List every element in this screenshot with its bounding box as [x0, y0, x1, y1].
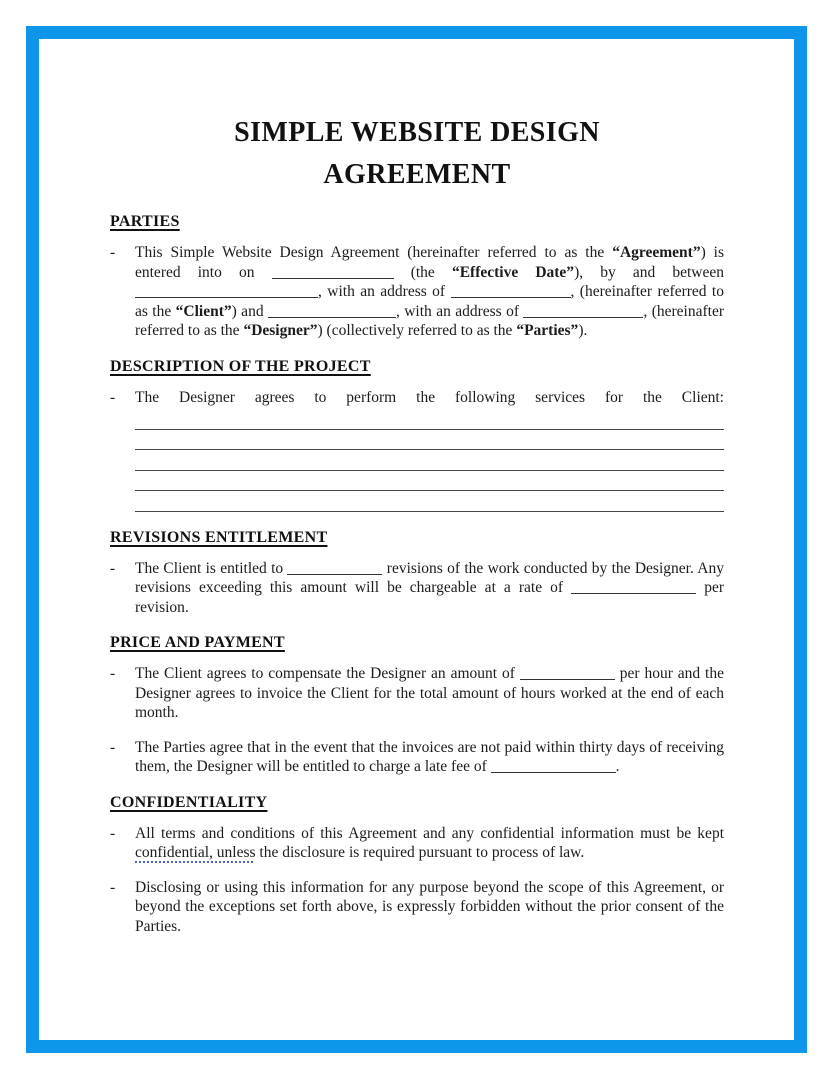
write-in-line: [135, 450, 724, 471]
paragraph-text: [135, 243, 724, 341]
bold-term: “Agreement”: [612, 244, 701, 261]
write-in-line: [135, 430, 724, 451]
bullet-item: [110, 738, 724, 777]
section-heading: CONFIDENTIALITY: [110, 793, 268, 811]
blank-field: [287, 573, 382, 575]
blank-field: [268, 316, 396, 318]
paragraph-text: [135, 824, 724, 863]
document-title: [110, 112, 724, 196]
bold-term: “Parties”: [516, 322, 579, 339]
text-run: revisions of the work conducted by the Designer. Any revisions exceeding this amount will be chargeable at a rate of: [135, 559, 724, 596]
bullet-item: [110, 664, 724, 723]
section-heading: PRICE AND PAYMENT: [110, 634, 285, 651]
text-run: ) (collectively referred to as the: [317, 322, 517, 339]
bold-term: “Client”: [175, 302, 232, 320]
document-sections: [110, 212, 724, 936]
paragraph-text: [135, 878, 724, 937]
paragraph-text: [135, 664, 724, 723]
text-run: per revision.: [135, 579, 724, 616]
text-run: , (hereinafter referred to as the: [135, 283, 724, 320]
text-run: The Parties agree that in the event that the invoices are not paid within thirty days of receiving them, the Designer will be entitled to charge a late fee of: [135, 738, 724, 775]
bullet-marker: -: [110, 824, 116, 842]
blank-field: [491, 771, 616, 773]
text-run: ), by and between: [574, 263, 724, 281]
paragraph-text: [135, 738, 724, 777]
text-run: (the: [393, 263, 452, 281]
blank-field: [135, 296, 318, 298]
bullet-marker: -: [110, 388, 116, 406]
paragraph-text: [135, 388, 724, 512]
blank-field: [272, 277, 394, 279]
text-run: .: [615, 758, 620, 775]
title-line-1: SIMPLE WEBSITE DESIGN: [234, 117, 600, 148]
section-heading: PARTIES: [110, 213, 180, 230]
bullet-marker: -: [110, 665, 116, 682]
text-run: ).: [578, 322, 588, 339]
text-run: All terms and conditions of this Agreement and any confidential information must be kept: [135, 824, 724, 842]
bullet-item: [110, 388, 724, 512]
bullet-item: [110, 559, 724, 618]
bullet-marker: -: [110, 878, 116, 896]
bullet-marker: -: [110, 244, 116, 261]
write-in-lines: [135, 409, 724, 512]
text-run: The Client is entitled to: [135, 559, 288, 577]
text-run: the disclosure is required pursuant to process of law.: [255, 844, 585, 861]
bullet-marker: -: [110, 559, 116, 577]
bold-term: “Designer”: [243, 322, 318, 339]
blank-field: [571, 592, 696, 594]
text-run: , with an address of: [395, 302, 524, 320]
document-content: [110, 39, 724, 951]
text-run: ) is entered into on: [135, 244, 725, 281]
text-run: The Designer agrees to perform the following services for the Client:: [135, 388, 724, 406]
title-line-2: AGREEMENT: [323, 159, 511, 190]
write-in-line: [135, 471, 724, 492]
blank-field: [523, 316, 643, 318]
spellcheck-flagged-text: confidential, unless: [135, 844, 256, 861]
section-heading: DESCRIPTION OF THE PROJECT: [110, 357, 371, 375]
bullet-marker: -: [110, 738, 116, 756]
bullet-item: [110, 243, 724, 341]
text-run: , (hereinafter referred to as the: [135, 302, 724, 339]
text-run: , with an address of: [318, 283, 451, 300]
paragraph-text: [135, 559, 724, 618]
text-run: per hour and the Designer agrees to invoice the Client for the total amount of hours worked at the end of each month.: [135, 665, 724, 721]
text-run: The Client agrees to compensate the Designer an amount of: [135, 665, 520, 682]
write-in-line: [135, 491, 724, 512]
text-run: ) and: [231, 302, 268, 320]
blank-field: [520, 678, 615, 680]
section-heading: REVISIONS ENTITLEMENT: [110, 528, 328, 546]
bullet-item: [110, 878, 724, 937]
write-in-line: [135, 409, 724, 430]
text-run: This Simple Website Design Agreement (hereinafter referred to as the: [135, 244, 613, 261]
text-run: Disclosing or using this information for any purpose beyond the scope of this Agreement, or beyond the exceptions set forth above, is expressly forbidden without the prior consent of the Parties.: [135, 878, 724, 935]
blank-field: [451, 296, 571, 298]
bold-term: “Effective Date”: [451, 263, 575, 281]
bullet-item: [110, 824, 724, 863]
